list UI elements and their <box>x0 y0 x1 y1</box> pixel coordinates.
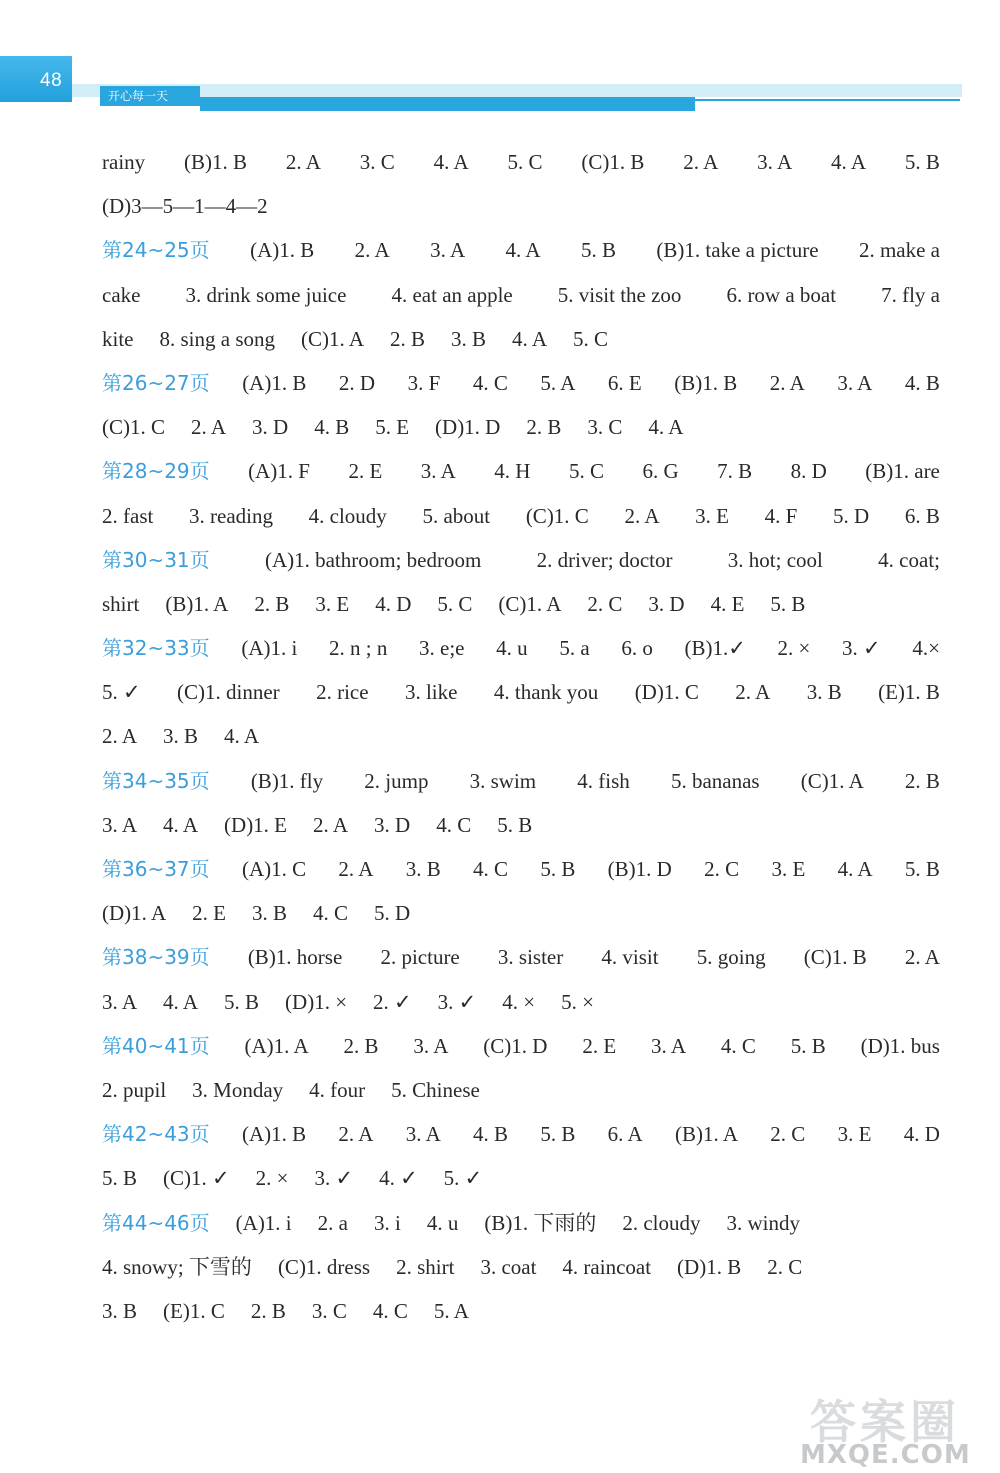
answer-item: 4. C <box>372 1298 408 1323</box>
section-answer: (E)1. B <box>878 680 940 705</box>
section-answer: (C)1. A <box>301 326 364 351</box>
answer-line <box>102 1201 940 1245</box>
answer-item: 4. snowy; 下雪的 <box>102 1254 252 1279</box>
answer-line <box>102 1068 940 1112</box>
answer-item: 2. rice <box>316 680 369 705</box>
answer-item: 5. C <box>507 150 543 174</box>
section-answer: (C)1. C <box>525 503 589 528</box>
section-answer: (C)1. dinner <box>177 680 280 705</box>
answer-item: 3. E <box>837 1122 872 1147</box>
answer-item: 5. A <box>433 1298 469 1323</box>
answer-item: 2. × <box>777 636 811 661</box>
answer-line <box>102 184 940 228</box>
answer-item: 2. E <box>192 901 226 926</box>
answer-item: 4. fish <box>577 768 630 793</box>
answer-line <box>102 449 940 493</box>
answer-item: 5. Chinese <box>391 1077 480 1102</box>
answer-item: 6. o <box>621 636 653 661</box>
answer-line <box>102 626 940 670</box>
answer-line <box>102 228 940 272</box>
answer-item: 2. A <box>904 945 940 970</box>
section-answer: (A)1. C <box>241 857 307 881</box>
answer-item: 3. swim <box>469 768 537 793</box>
answer-item: 4. F <box>764 503 798 528</box>
section-answer: (B)1. take a picture <box>656 238 819 263</box>
answer-line <box>102 140 940 184</box>
answer-item: 4. u <box>426 1210 459 1235</box>
answer-line <box>102 273 940 317</box>
section-answer: (C)1. B <box>803 945 867 970</box>
answer-item: 4. C <box>436 812 472 837</box>
answer-item: 5. B <box>102 1166 138 1191</box>
answer-item: 5. × <box>561 989 594 1014</box>
answer-item: 5. B <box>904 150 940 174</box>
answer-item: 5. visit the zoo <box>557 282 682 307</box>
section-answer: (A)1. B <box>241 1122 307 1147</box>
answer-key-content <box>102 140 940 1333</box>
section-answer: (B)1. 下雨的 <box>484 1210 597 1235</box>
answer-item: 2. E <box>348 459 383 484</box>
answer-item: 3. drink some juice <box>185 282 347 307</box>
answer-item: 2. picture <box>380 945 460 970</box>
answer-item: 2. B <box>390 326 426 351</box>
answer-item: 3. D <box>252 415 289 440</box>
answer-item: 3. reading <box>189 503 273 528</box>
answer-line <box>102 1289 940 1333</box>
answer-item: 6. E <box>607 370 642 395</box>
answer-item: 4. cloudy <box>308 503 387 528</box>
answer-item: 5. D <box>374 901 411 926</box>
answer-line <box>102 891 940 935</box>
answer-item: 6. row a boat <box>726 282 837 307</box>
answer-item: 2. n ; n <box>329 636 388 661</box>
answer-item: 5. B <box>497 812 533 837</box>
section-answer: (D)1. bus <box>860 1033 940 1058</box>
answer-item: 3. F <box>407 370 441 395</box>
answer-item: 2. A <box>338 857 374 881</box>
answer-item: 5. B <box>580 238 616 263</box>
page-range-label: 第44~46页 <box>102 1210 210 1235</box>
answer-item: 2. A <box>191 415 227 440</box>
answer-item: 3. E <box>315 591 350 616</box>
answer-item: 3. Monday <box>192 1077 284 1102</box>
answer-item: 4. C <box>472 370 508 395</box>
section-answer: (A)1. B <box>250 238 315 263</box>
page-range-label: 第30~31页 <box>102 547 210 572</box>
answer-item: 3. B <box>252 901 288 926</box>
answer-line <box>102 1156 940 1200</box>
answer-item: 4. ✓ <box>379 1166 418 1191</box>
answer-item: 3. A <box>102 812 138 837</box>
answer-item: 3. C <box>359 150 395 174</box>
section-answer: (A)1. i <box>235 1210 292 1235</box>
answer-item: 2. A <box>354 238 390 263</box>
answer-item: 6. G <box>642 459 679 484</box>
section-answer: (A)1. bathroom; bedroom <box>264 547 482 572</box>
answer-item: 4. A <box>433 150 469 174</box>
answer-item: 3. B <box>806 680 842 705</box>
answer-line <box>102 494 940 538</box>
answer-item: 3. sister <box>497 945 564 970</box>
section-answer: (B)1. are <box>865 459 940 484</box>
section-answer: (B)1. B <box>674 370 738 395</box>
section-answer: (B)1. A <box>674 1122 738 1147</box>
answer-item: 2. B <box>254 591 290 616</box>
section-answer: (E)1. C <box>163 1298 225 1323</box>
answer-item: 5. ✓ <box>102 680 141 705</box>
section-answer: (C)1. ✓ <box>163 1166 230 1191</box>
section-answer: (A)1. i <box>241 636 298 661</box>
answer-item: 3. C <box>311 1298 347 1323</box>
section-answer: (C)1. B <box>581 150 645 174</box>
answer-item: 4. A <box>648 415 684 440</box>
answer-item: 4. C <box>720 1033 756 1058</box>
watermark-url: MXQE.COM <box>800 1440 971 1470</box>
answer-item: rainy <box>102 150 146 174</box>
section-answer: (B)1.✓ <box>684 636 746 661</box>
watermark-logo-text: 答案圈 <box>810 1395 960 1449</box>
answer-item: 7. B <box>717 459 753 484</box>
answer-item: 4. A <box>505 238 541 263</box>
answer-item: 2. C <box>770 1122 806 1147</box>
answer-item: 3. A <box>413 1033 449 1058</box>
section-answer: (D)1. B <box>677 1254 742 1279</box>
answer-item: 8. D <box>790 459 827 484</box>
answer-item: 2. B <box>343 1033 379 1058</box>
answer-line <box>102 670 940 714</box>
answer-item: 3. ✓ <box>437 989 477 1014</box>
answer-item: 4. B <box>473 1122 509 1147</box>
answer-item: 4. H <box>494 459 531 484</box>
answer-line <box>102 935 940 979</box>
answer-item: 4. visit <box>601 945 659 970</box>
answer-item: 2. cloudy <box>622 1210 701 1235</box>
answer-line <box>102 980 940 1024</box>
section-answer: (D)1. D <box>435 415 501 440</box>
answer-item: 2. C <box>767 1254 803 1279</box>
answer-item: 7. fly a <box>881 282 940 307</box>
answer-item: shirt <box>102 591 140 616</box>
answer-item: 5. C <box>568 459 604 484</box>
answer-line <box>102 317 940 361</box>
answer-item: 2. A <box>338 1122 374 1147</box>
answer-item: 3. A <box>430 238 466 263</box>
answer-item: 4. A <box>163 989 199 1014</box>
answer-item: cake <box>102 282 141 307</box>
answer-item: 8. sing a song <box>159 326 275 351</box>
answer-item: 4. E <box>710 591 745 616</box>
answer-item: 3. B <box>102 1298 138 1323</box>
section-answer: (B)1. fly <box>250 768 324 793</box>
answer-item: 5. B <box>904 857 940 881</box>
answer-item: 2. a <box>317 1210 348 1235</box>
answer-item: 4. coat; <box>878 547 940 572</box>
answer-item: 2. ✓ <box>373 989 412 1014</box>
answer-item: 5. about <box>422 503 491 528</box>
page-range-label: 第36~37页 <box>102 857 210 881</box>
answer-item: kite <box>102 326 134 351</box>
answer-item: 3. B <box>405 857 441 881</box>
answer-item: 5. B <box>790 1033 826 1058</box>
section-answer: (C)1. A <box>800 768 864 793</box>
answer-item: 5. B <box>540 857 576 881</box>
answer-item: 3. E <box>695 503 729 528</box>
section-answer: (A)1. B <box>242 370 307 395</box>
answer-item: 2. D <box>338 370 376 395</box>
answer-item: 3. A <box>757 150 793 174</box>
answer-item: 2. B <box>250 1298 286 1323</box>
answer-item: 4. A <box>512 326 548 351</box>
answer-line <box>102 847 940 891</box>
answer-item: 4. D <box>375 591 412 616</box>
answer-line <box>102 405 940 449</box>
answer-item: 2. A <box>102 724 138 749</box>
section-answer: (D)1. × <box>285 989 348 1014</box>
page-range-label: 第38~39页 <box>102 945 210 970</box>
answer-item: 4.× <box>912 636 940 661</box>
answer-item: 3. E <box>771 857 806 881</box>
page-range-label: 第24~25页 <box>102 238 210 263</box>
answer-item: 3. ✓ <box>314 1166 354 1191</box>
answer-line <box>102 714 940 758</box>
answer-item: 5. ✓ <box>443 1166 483 1191</box>
section-answer: (B)1. D <box>607 857 672 881</box>
answer-item: 2. C <box>587 591 623 616</box>
answer-item: 3. D <box>648 591 685 616</box>
answer-item: 5. C <box>437 591 473 616</box>
answer-item: 3. C <box>587 415 623 440</box>
answer-item: 2. driver; doctor <box>536 547 673 572</box>
answer-item: 2. × <box>255 1166 289 1191</box>
answer-line <box>102 1024 940 1068</box>
answer-line <box>102 759 940 803</box>
section-answer: (C)1. A <box>498 591 562 616</box>
answer-item: 4. A <box>224 724 260 749</box>
page-range-label: 第26~27页 <box>102 370 210 395</box>
section-answer: (A)1. A <box>244 1033 309 1058</box>
answer-item: 4. raincoat <box>562 1254 652 1279</box>
answer-item: 2. A <box>683 150 719 174</box>
page-range-label: 第34~35页 <box>102 768 210 793</box>
answer-item: 5. bananas <box>670 768 760 793</box>
answer-item: 4. C <box>313 901 349 926</box>
answer-item: 4. B <box>314 415 350 440</box>
answer-item: 5. C <box>573 326 609 351</box>
answer-item: 3. B <box>451 326 487 351</box>
answer-item: 2. E <box>582 1033 617 1058</box>
section-answer: (A)1. F <box>248 459 310 484</box>
answer-line <box>102 1245 940 1289</box>
answer-item: 5. B <box>224 989 260 1014</box>
answer-item: 2. A <box>313 812 349 837</box>
answer-item: 5. D <box>833 503 870 528</box>
section-answer: (B)1. A <box>165 591 229 616</box>
answer-item: 5. going <box>696 945 766 970</box>
answer-line <box>102 1112 940 1156</box>
answer-item: 3. A <box>405 1122 441 1147</box>
answer-item: 2. pupil <box>102 1077 167 1102</box>
answer-item: 5. B <box>540 1122 576 1147</box>
answer-item: 4. four <box>309 1077 366 1102</box>
page-range-label: 第32~33页 <box>102 636 210 661</box>
answer-item: 2. make a <box>858 238 940 263</box>
answer-item: 3. windy <box>726 1210 800 1235</box>
section-answer: (B)1. B <box>184 150 248 174</box>
answer-item: 4. C <box>473 857 509 881</box>
answer-line <box>102 538 940 582</box>
answer-item: 4. × <box>502 989 536 1014</box>
header-bar-light <box>72 84 962 97</box>
answer-item: 2. shirt <box>396 1254 455 1279</box>
answer-item: 4. eat an apple <box>391 282 513 307</box>
answer-item: 3. i <box>373 1210 401 1235</box>
answer-item: 3. coat <box>480 1254 537 1279</box>
answer-item: 2. B <box>526 415 562 440</box>
section-answer: (D)1. E <box>224 812 288 837</box>
answer-item: 4. thank you <box>493 680 599 705</box>
answer-item: 3. A <box>420 459 456 484</box>
answer-item: 3. A <box>102 989 138 1014</box>
answer-item: 4. A <box>830 150 866 174</box>
page-header <box>0 0 1000 120</box>
answer-item: 2. jump <box>364 768 429 793</box>
section-answer: (C)1. C <box>102 415 165 440</box>
section-answer: (D)1. C <box>634 680 699 705</box>
answer-item: 6. A <box>607 1122 643 1147</box>
answer-line <box>102 582 940 626</box>
page-range-label: 第42~43页 <box>102 1122 210 1147</box>
answer-item: 4. u <box>496 636 528 661</box>
answer-item: 5. B <box>770 591 806 616</box>
answer-item: 2. A <box>624 503 660 528</box>
answer-line <box>102 361 940 405</box>
answer-item: 2. A <box>285 150 321 174</box>
answer-item: 5. a <box>559 636 590 661</box>
section-answer: (D)3—5—1—4—2 <box>102 194 268 219</box>
answer-item: 5. A <box>540 370 576 395</box>
answer-item: 3. hot; cool <box>727 547 823 572</box>
section-answer: (B)1. horse <box>247 945 343 970</box>
header-title: 开心每一天 <box>100 86 200 106</box>
page-number: 48 <box>40 70 63 91</box>
answer-item: 3. B <box>163 724 199 749</box>
answer-item: 4. A <box>163 812 199 837</box>
answer-item: 6. B <box>904 503 940 528</box>
answer-item: 2. A <box>769 370 805 395</box>
answer-item: 2. A <box>735 680 771 705</box>
answer-item: 2. C <box>704 857 740 881</box>
answer-item: 3. ✓ <box>842 636 881 661</box>
answer-item: 3. like <box>404 680 458 705</box>
answer-item: 2. fast <box>102 503 154 528</box>
answer-item: 2. B <box>904 768 940 793</box>
section-answer: (D)1. A <box>102 901 167 926</box>
answer-item: 4. D <box>903 1122 940 1147</box>
answer-item: 3. D <box>374 812 411 837</box>
header-bar-dark <box>200 97 695 111</box>
answer-item: 3. A <box>651 1033 687 1058</box>
answer-item: 3. A <box>837 370 873 395</box>
section-answer: (C)1. D <box>483 1033 548 1058</box>
page-range-label: 第40~41页 <box>102 1033 210 1058</box>
answer-line <box>102 803 940 847</box>
section-answer: (C)1. dress <box>277 1254 371 1279</box>
answer-item: 4. B <box>904 370 940 395</box>
answer-item: 3. e;e <box>419 636 465 661</box>
page-range-label: 第28~29页 <box>102 459 210 484</box>
answer-item: 5. E <box>375 415 410 440</box>
answer-item: 4. A <box>837 857 873 881</box>
